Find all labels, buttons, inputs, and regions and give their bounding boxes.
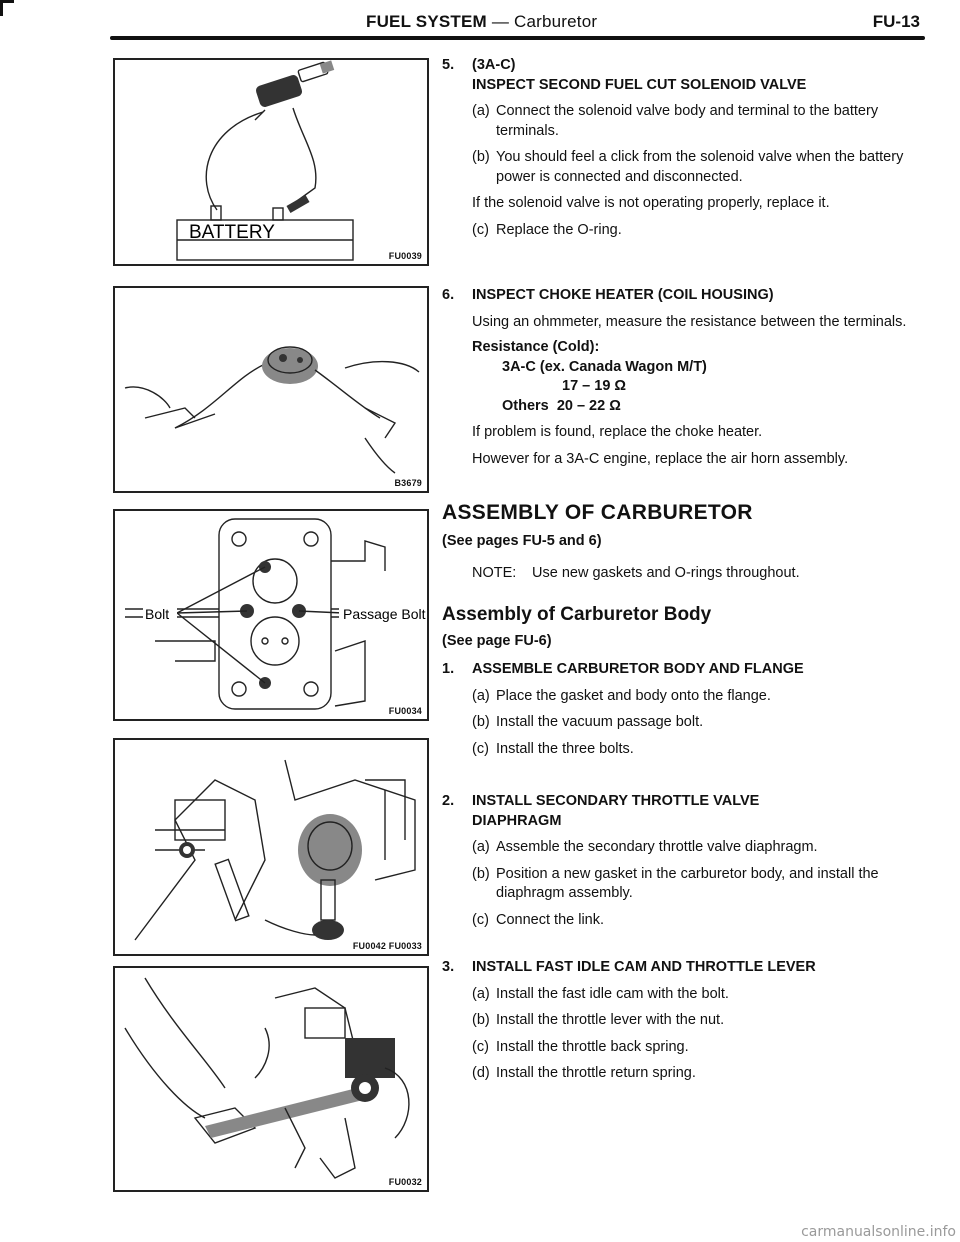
- step-item: (d) Install the throttle return spring.: [472, 1065, 696, 1082]
- spec-label: Resistance (Cold):: [472, 339, 600, 356]
- assembly-step-1: [442, 660, 922, 759]
- wire-right: [290, 108, 316, 206]
- body-flange-illustration: [115, 511, 427, 719]
- hand-outline: [145, 978, 225, 1088]
- page-corner-mark-vertical: [0, 0, 3, 16]
- figure-choke-heater: [113, 286, 429, 493]
- step-item: (b) Install the throttle lever with the nut.: [472, 1012, 725, 1029]
- figure-code: FU0032: [388, 1177, 422, 1187]
- step-item: (b) You should feel a click from the solenoid valve when the battery power is connected and disconnected.: [472, 149, 904, 185]
- step-item: (b) Position a new gasket in the carburetor body, and install the diaphragm assembly.: [472, 865, 879, 902]
- spec-model: 3A-C (ex. Canada Wagon M/T): [502, 358, 707, 375]
- step-item: (b) Install the vacuum passage bolt.: [472, 714, 704, 731]
- battery-label: BATTERY: [189, 222, 275, 243]
- spec-others: Others 20 – 22 Ω: [502, 397, 621, 414]
- step-note: However for a 3A-C engine, replace the air horn assembly.: [472, 450, 849, 467]
- step-note: If problem is found, replace the choke heater.: [472, 424, 763, 441]
- step-title: 6. INSPECT CHOKE HEATER (COIL HOUSING): [442, 287, 774, 303]
- step-6: [442, 286, 922, 470]
- return-spring-icon: [385, 1068, 409, 1138]
- figure-code: FU0039: [388, 251, 422, 261]
- section-subtitle: Carburetor: [513, 12, 598, 31]
- header-separator: —: [491, 12, 510, 31]
- step-item: (c) Replace the O-ring.: [472, 221, 622, 238]
- step-title: 5. (3A-C) INSPECT SECOND FUEL CUT SOLENOID VALVE: [442, 57, 807, 93]
- step-item: (c) Connect the link.: [472, 911, 605, 928]
- step-note: If the solenoid valve is not operating properly, replace it.: [472, 195, 830, 212]
- figure-code: FU0034: [388, 706, 422, 716]
- page-number: FU-13: [872, 12, 920, 31]
- figure-body-flange: [113, 509, 429, 721]
- section-reference: (See pages FU-5 and 6): [442, 533, 602, 549]
- subsection-reference: (See page FU-6): [442, 633, 552, 649]
- step-title: 1. ASSEMBLE CARBURETOR BODY AND FLANGE: [442, 661, 804, 677]
- probe-lead-left: [175, 364, 265, 428]
- figure-throttle-lever: [113, 966, 429, 1192]
- assembly-note: NOTE: Use new gaskets and O-rings throughout.: [472, 565, 800, 581]
- header-rule: [110, 36, 925, 40]
- solenoid-battery-illustration: [115, 60, 427, 264]
- step-5: [442, 56, 922, 241]
- section-heading: ASSEMBLY OF CARBURETOR: [442, 501, 753, 524]
- bolt-label: Bolt: [145, 606, 170, 622]
- step-item: (a) Install the fast idle cam with the bolt.: [472, 985, 729, 1002]
- step-item: (a) Place the gasket and body onto the flange.: [472, 687, 771, 704]
- step-item: (c) Install the throttle back spring.: [472, 1038, 689, 1055]
- throttle-lever-illustration: [115, 968, 427, 1190]
- wrench-icon: [205, 1086, 371, 1138]
- section-title: FUEL SYSTEM: [366, 12, 487, 31]
- step-title: 2. INSTALL SECONDARY THROTTLE VALVE DIAPHRAGM: [442, 793, 760, 829]
- step-item: (a) Assemble the secondary throttle valve diaphragm.: [472, 839, 818, 856]
- assembly-step-2: [442, 792, 922, 930]
- figure-diaphragm: [113, 738, 429, 956]
- flange-plate: [219, 519, 331, 709]
- step-item: (a) Connect the solenoid valve body and terminal to the battery terminals.: [472, 103, 879, 139]
- spec-value: 17 – 19 Ω: [562, 378, 627, 395]
- watermark: carmanualsonline.info: [801, 1224, 956, 1240]
- step-item: (c) Install the three bolts.: [472, 740, 634, 757]
- passage-bolt-label: Passage Bolt: [343, 606, 426, 622]
- fast-idle-cam-icon: [345, 1038, 395, 1078]
- choke-heater-illustration: [115, 288, 427, 491]
- throttle-lever-icon: [320, 1118, 355, 1178]
- assembly-step-3: [442, 958, 922, 1084]
- figure-solenoid-battery: [113, 58, 429, 266]
- diaphragm-illustration: [115, 740, 427, 954]
- figure-code: FU0042 FU0033: [352, 941, 422, 951]
- page-header-title: [366, 12, 597, 32]
- step-text: Using an ohmmeter, measure the resistance between the terminals.: [472, 313, 907, 330]
- subsection-heading: Assembly of Carburetor Body: [442, 604, 712, 625]
- step-title: 3. INSTALL FAST IDLE CAM AND THROTTLE LEVER: [442, 959, 816, 975]
- wire-left: [206, 112, 263, 210]
- figure-code: B3679: [394, 478, 422, 488]
